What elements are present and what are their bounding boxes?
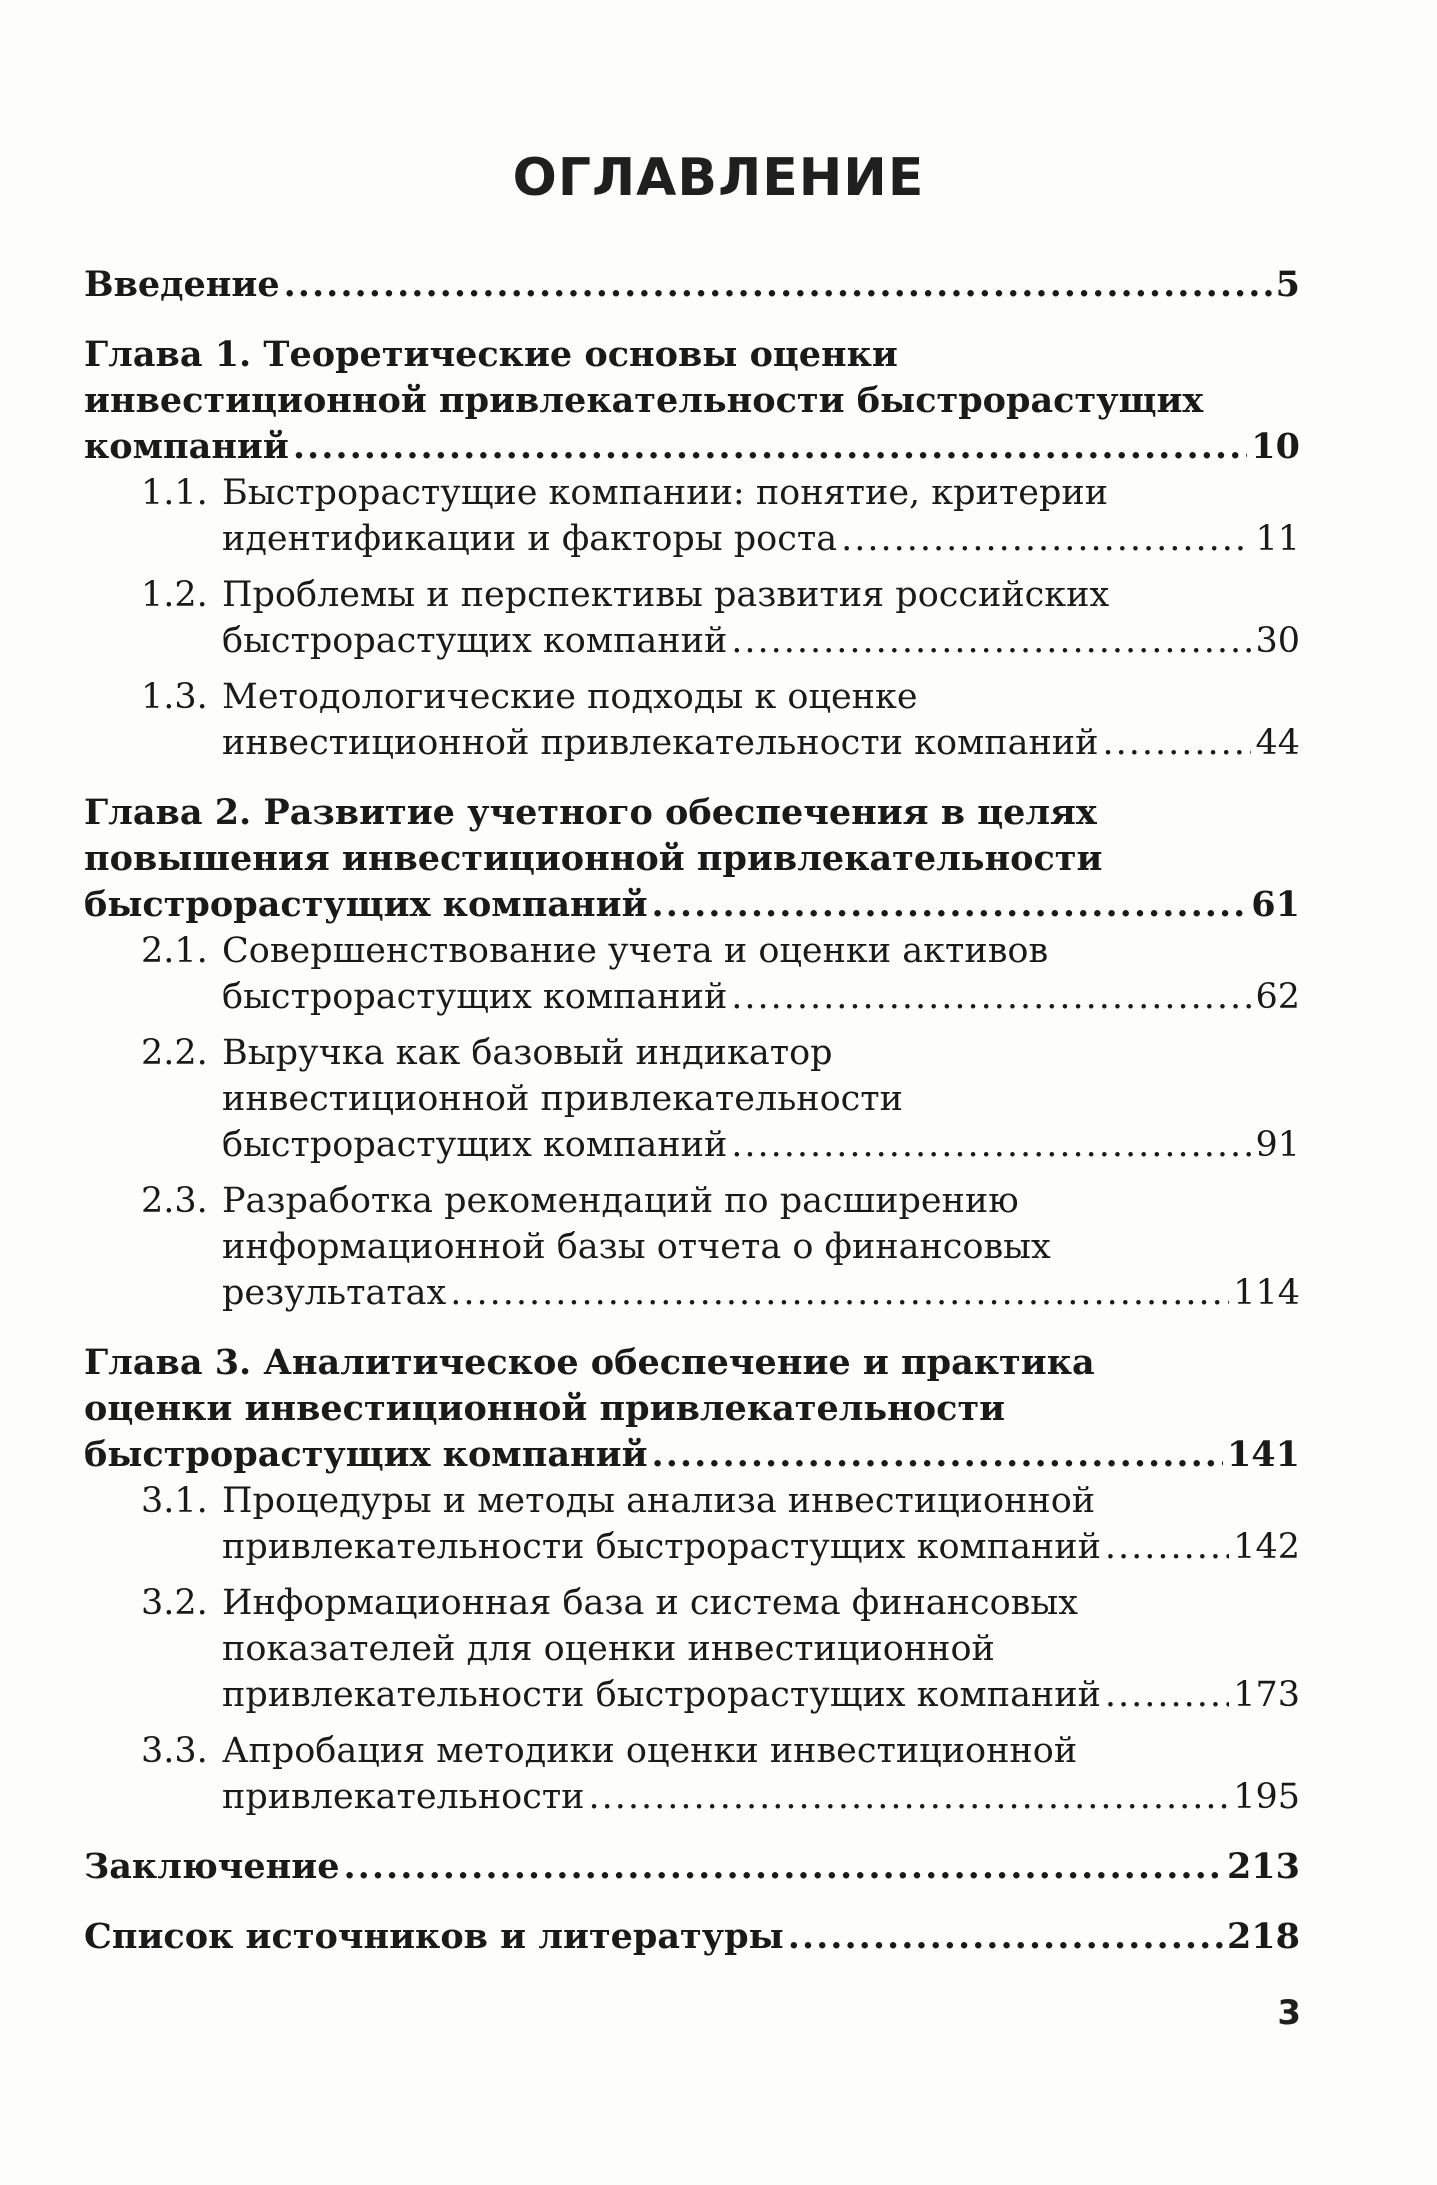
toc-entry-chapter-2 — [84, 790, 1300, 928]
toc-entry-title-line: повышения инвестиционной привлекательности — [84, 838, 1103, 879]
toc-entry-section-1-1 — [84, 470, 1300, 562]
toc-entry-title-line: инвестиционной привлекательности быстрорастущих — [84, 380, 1204, 421]
toc-entry-introduction — [84, 262, 1300, 308]
section-number: 2.1. — [141, 931, 208, 971]
page-number: 3 — [1277, 1993, 1301, 2033]
toc-entry-page: 218 — [1226, 1916, 1300, 1957]
leader-dots — [589, 1774, 1230, 1820]
leader-dots — [293, 424, 1247, 470]
toc-entry-title-line: быстрорастущих компаний — [222, 977, 728, 1017]
section-number: 3.3. — [141, 1731, 208, 1771]
toc-entry-chapter-1 — [84, 332, 1300, 470]
toc-entry-page: 141 — [1226, 1434, 1300, 1475]
toc-entry-title-line: Информационная база и система финансовых — [222, 1583, 1078, 1623]
toc-entry-page: 173 — [1233, 1675, 1300, 1715]
section-number: 3.1. — [141, 1481, 208, 1521]
toc-entry-bibliography — [84, 1914, 1300, 1960]
toc-entry-page: 30 — [1255, 621, 1300, 661]
leader-dots — [284, 262, 1272, 308]
toc-entry-title-line: оценки инвестиционной привлекательности — [84, 1388, 1006, 1429]
toc-entry-title-line: Процедуры и методы анализа инвестиционной — [222, 1481, 1096, 1521]
leader-dots — [1105, 1672, 1229, 1718]
toc-entry-title-line: результатах — [222, 1273, 447, 1313]
toc-entry-page: 142 — [1233, 1527, 1300, 1567]
toc-entry-title-line: быстрорастущих компаний — [84, 884, 648, 925]
toc-entry-title: Заключение — [84, 1846, 340, 1887]
toc-entry-title-line: инвестиционной привлекательности — [222, 1079, 903, 1119]
toc-entry-title-line: Глава 3. Аналитическое обеспечение и практика — [84, 1342, 1095, 1383]
toc-entry-title-line: Быстрорастущие компании: понятие, критерии — [222, 473, 1109, 513]
toc-entry-section-2-3 — [84, 1178, 1300, 1316]
toc-entry-title-line: компаний — [84, 426, 289, 467]
toc-entry-page: 10 — [1251, 426, 1300, 467]
toc-entry-title-line: Апробация методики оценки инвестиционной — [222, 1731, 1078, 1771]
toc-entry-title: Введение — [84, 264, 280, 305]
toc-entry-page: 5 — [1275, 264, 1300, 305]
toc-entry-title-line: информационной базы отчета о финансовых — [222, 1227, 1051, 1267]
toc-entry-page: 195 — [1233, 1777, 1300, 1817]
toc-entry-section-3-1 — [84, 1478, 1300, 1570]
leader-dots — [1105, 1524, 1229, 1570]
toc-entry-title-line: идентификации и факторы роста — [222, 519, 838, 559]
toc-entry-title-line: Совершенствование учета и оценки активов — [222, 931, 1049, 971]
leader-dots — [344, 1844, 1223, 1890]
toc-entry-page: 11 — [1255, 519, 1300, 559]
toc-entry-page: 44 — [1255, 723, 1300, 763]
toc-entry-title-line: быстрорастущих компаний — [222, 1125, 728, 1165]
page-title: ОГЛАВЛЕНИЕ — [512, 148, 925, 208]
toc-entry-section-3-3 — [84, 1728, 1300, 1820]
section-number: 2.2. — [141, 1033, 208, 1073]
toc-entry-page: 114 — [1233, 1273, 1300, 1313]
leader-dots — [450, 1270, 1229, 1316]
toc-entry-title-line: привлекательности быстрорастущих компаний — [222, 1527, 1101, 1567]
toc-entry-title-line: Разработка рекомендаций по расширению — [222, 1181, 1019, 1221]
table-of-contents — [84, 262, 1300, 1960]
toc-entry-title-line: Выручка как базовый индикатор — [222, 1033, 833, 1073]
leader-dots — [652, 1432, 1223, 1478]
toc-entry-title-line: Методологические подходы к оценке — [222, 677, 918, 717]
leader-dots — [841, 516, 1251, 562]
toc-entry-title-line: инвестиционной привлекательности компаний — [222, 723, 1099, 763]
toc-entry-title: Список источников и литературы — [84, 1916, 784, 1957]
toc-entry-title-line: Проблемы и перспективы развития российских — [222, 575, 1110, 615]
leader-dots — [731, 1122, 1251, 1168]
toc-entry-conclusion — [84, 1844, 1300, 1890]
toc-entry-section-1-3 — [84, 674, 1300, 766]
toc-entry-section-2-1 — [84, 928, 1300, 1020]
toc-entry-section-3-2 — [84, 1580, 1300, 1718]
section-number: 1.1. — [141, 473, 208, 513]
toc-entry-title-line: быстрорастущих компаний — [222, 621, 728, 661]
leader-dots — [652, 882, 1248, 928]
toc-entry-section-1-2 — [84, 572, 1300, 664]
toc-entry-title-line: привлекательности быстрорастущих компаний — [222, 1675, 1101, 1715]
toc-entry-title-line: Глава 2. Развитие учетного обеспечения в целях — [84, 792, 1097, 833]
toc-entry-page: 213 — [1226, 1846, 1300, 1887]
section-number: 1.2. — [141, 575, 208, 615]
toc-entry-page: 62 — [1255, 977, 1300, 1017]
leader-dots — [731, 618, 1251, 664]
section-number: 3.2. — [141, 1583, 208, 1623]
leader-dots — [731, 974, 1251, 1020]
toc-entry-page: 91 — [1255, 1125, 1300, 1165]
section-number: 1.3. — [141, 677, 208, 717]
toc-entry-title-line: быстрорастущих компаний — [84, 1434, 648, 1475]
toc-entry-title-line: привлекательности — [222, 1777, 585, 1817]
toc-entry-page: 61 — [1251, 884, 1300, 925]
leader-dots — [1102, 720, 1251, 766]
toc-entry-title-line: показателей для оценки инвестиционной — [222, 1629, 995, 1669]
leader-dots — [788, 1914, 1223, 1960]
section-number: 2.3. — [141, 1181, 208, 1221]
toc-entry-section-2-2 — [84, 1030, 1300, 1168]
toc-entry-chapter-3 — [84, 1340, 1300, 1478]
toc-entry-title-line: Глава 1. Теоретические основы оценки — [84, 334, 898, 375]
